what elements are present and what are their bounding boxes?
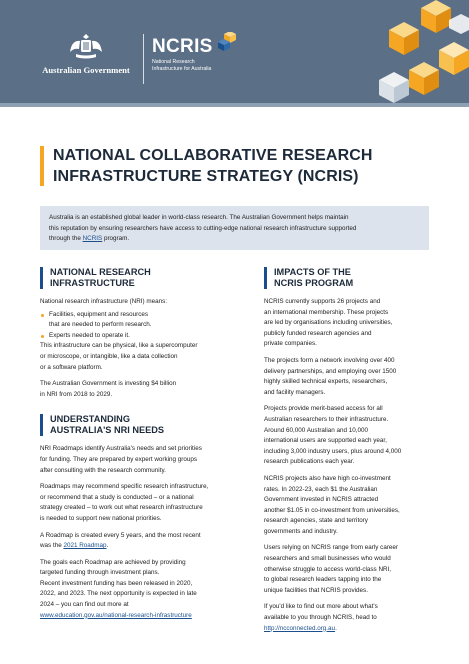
australian-government-logo [40,32,132,75]
list-item: Experts needed to operate it. [40,331,246,342]
understanding-paragraph: NRI Roadmaps identify Australia's needs and set priorities for funding. They are prepared by expert working groups after consulting with the research community. [40,445,202,474]
ncris-wordmark: NCRIS [152,36,213,57]
ncris-subtitle-2: Infrastructure for Australia [152,66,212,72]
nri-intro: National research infrastructure (NRI) means: [40,298,168,305]
impacts-paragraph: If you'd like to find out more about what's available to you through NCRIS, head to http://ncconnected.org.au. [264,603,378,632]
left-column [40,267,246,621]
right-column [264,267,440,634]
roadmap-link[interactable]: 2021 Roadmap [63,542,107,550]
list-item: Facilities, equipment and resources that are needed to perform research. [40,310,246,331]
education-link[interactable]: www.education.gov.au/national-research-infrastructure [40,611,192,619]
nri-paragraph: This infrastructure can be physical, like a supercomputer or microscope, or intangible, like a data collection or a software platform. [40,342,198,371]
understanding-heading: UNDERSTANDING AUSTRALIA'S NRI NEEDS [40,414,246,436]
ncris-subtitle-1: National Research [152,59,195,65]
page-title: NATIONAL COLLABORATIVE RESEARCH INFRASTRUCTURE STRATEGY (NCRIS) [53,147,373,185]
title-accent-bar [40,146,44,186]
impacts-paragraph: The projects form a network involving over 400 delivery partnerships, and employing over 1500 highly skilled technical experts, researchers, and facility managers. [264,356,397,396]
understanding-paragraph: A Roadmap is created every 5 years, and the most recent was the 2021 Roadmap. [40,531,201,550]
impacts-paragraph: Projects provide merit-based access for all Australian researchers to their infrastructure. Around 60,000 Australian and 10,000 international users are supported each year, including 3,000 industry users, plus around 4,000 research publications each year. [264,405,402,466]
government-name: Australian Government [42,65,130,75]
header-band [0,0,469,103]
header-underline [0,103,469,107]
impacts-paragraph: NCRIS currently supports 26 projects and an international membership. These projects are led by organisations including universities, publicly funded research agencies and private companies. [264,298,393,348]
decorative-cubes [349,0,469,103]
ncris-cube-icon [215,32,241,56]
nri-heading: NATIONAL RESEARCH INFRASTRUCTURE [40,267,246,289]
nri-bullet-list [40,310,246,342]
understanding-paragraph: The goals each Roadmap are achieved by providing targeted funding through investment plans. Recent investment funding has been released in 2020, 2022, and 2023. The next opportunity is expected in late 2024 – you can find out more at www.education.gov.au/national-research-infrastructure [40,558,197,619]
impacts-paragraph: NCRIS projects also have high co-investment rates. In 2022-23, each $1 the Australian Government invested in NCRIS attracted another $1.05 in co-investment from universities, research agencies, state and territory governments and industry. [264,474,400,535]
nri-paragraph: The Australian Government is investing $4 billion in NRI from 2018 to 2029. [40,380,177,398]
ncris-link[interactable]: NCRIS [82,235,103,243]
impacts-paragraph: Users relying on NCRIS range from early career researchers and small businesses who would otherwise struggle to access world-class NRI, to global research leaders tapping into the unique facilities that NCRIS provides. [264,544,399,594]
ncris-logo [152,36,241,72]
logo-divider [143,34,144,84]
ncconnected-link[interactable]: http://ncconnected.org.au [264,624,336,632]
intro-box: Australia is an established global leader in world-class research. The Australian Government helps maintain this reputation by ensuring researchers have access to cutting-edge national research infrastructure supported through the NCRIS program. [40,206,429,250]
understanding-paragraph: Roadmaps may recommend specific research infrastructure, or recommend that a study is conducted – or a national strategy created – to work out what research infrastructure is needed to support new national priorities. [40,483,209,522]
impacts-heading: IMPACTS OF THE NCRIS PROGRAM [264,267,440,289]
coat-of-arms-icon [66,32,106,62]
